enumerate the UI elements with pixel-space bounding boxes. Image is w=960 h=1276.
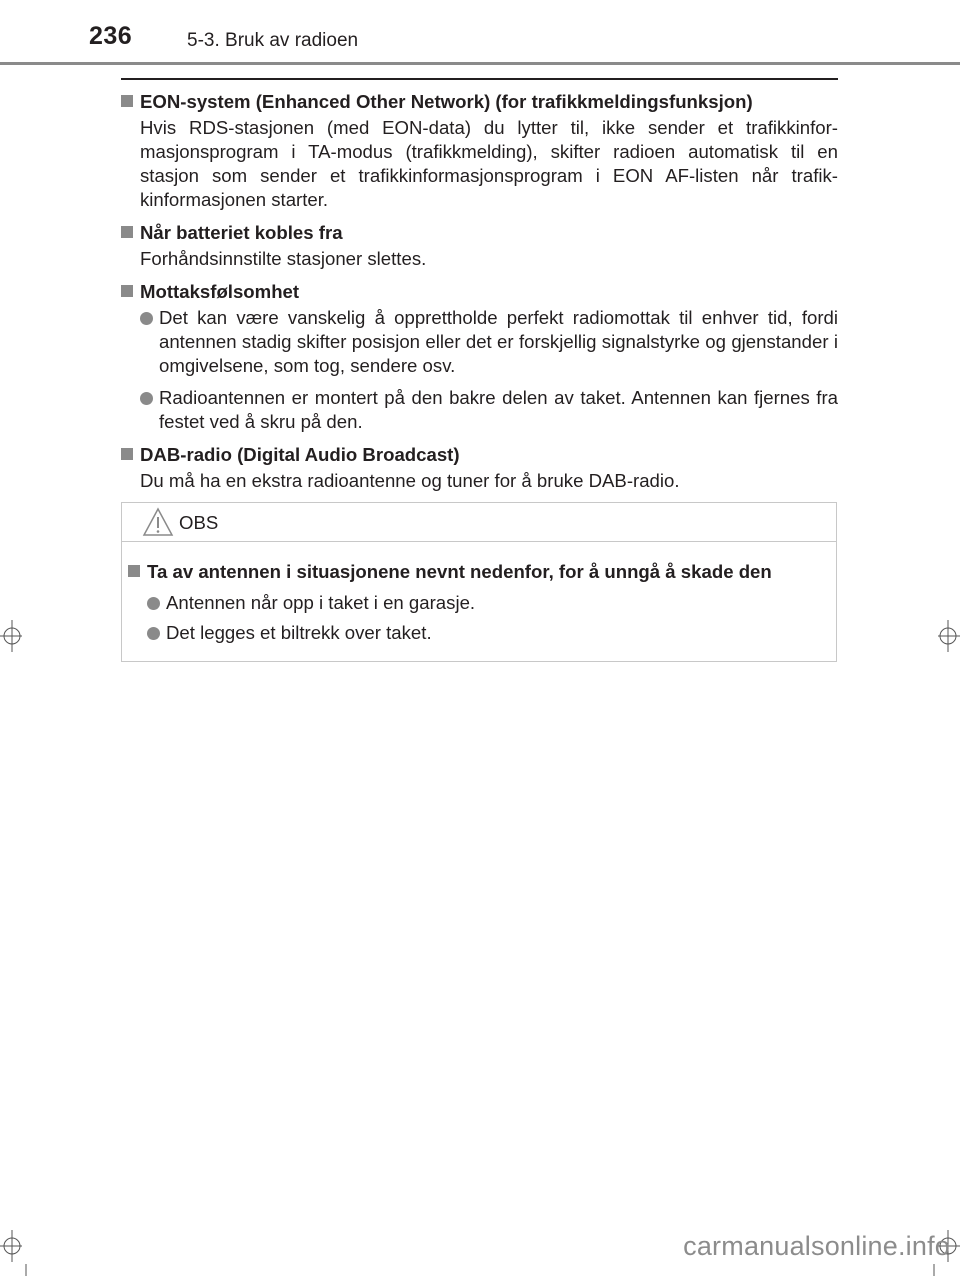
round-bullet-icon xyxy=(140,312,153,325)
list-item: Det kan være vanskelig å opprettholde perfekt radiomottak til enhver tid, fordi antennen stadig skifter posisjon eller det er forskjellig signalstyrke og gjenstander i omgivelsene, som tog, sendere osv. xyxy=(121,306,838,378)
notice-heading: Ta av antennen i situasjonene nevnt nedenfor, for å unngå å skade den xyxy=(128,559,834,585)
square-bullet-icon xyxy=(128,565,140,577)
section-heading: EON-system (Enhanced Other Network) (for trafikkmeldingsfunksjon) xyxy=(121,89,838,115)
list-item: Det legges et biltrekk over taket. xyxy=(128,621,834,645)
section-heading: Når batteriet kobles fra xyxy=(121,220,838,246)
page-number: 236 xyxy=(89,22,133,50)
round-bullet-icon xyxy=(140,392,153,405)
header-rule xyxy=(0,62,960,65)
watermark: carmanualsonline.info xyxy=(683,1231,950,1261)
warning-triangle-icon xyxy=(142,507,174,537)
notice-header xyxy=(122,503,836,542)
square-bullet-icon xyxy=(121,226,133,238)
main-content xyxy=(121,89,838,501)
round-bullet-icon xyxy=(147,597,160,610)
square-bullet-icon xyxy=(121,448,133,460)
list-item: Antennen når opp i taket i en garasje. xyxy=(128,591,834,615)
square-bullet-icon xyxy=(121,285,133,297)
section-heading: Mottaksfølsomhet xyxy=(121,279,838,305)
notice-box xyxy=(121,502,837,662)
section-text: Forhåndsinnstilte stasjoner slettes. xyxy=(140,248,427,269)
section-text: Hvis RDS-stasjonen (med EON-data) du lytter til, ikke sender et trafikkinformasjonsprogram i TA-modus (trafikkmelding), skifter radioen automatisk til en stasjon som sender et trafikkinformasjonsprogram i EON AF-listen når trafikkinformasjonen starter. xyxy=(140,117,838,210)
notice-label: OBS xyxy=(179,512,219,533)
notice-body xyxy=(128,559,834,651)
page-header xyxy=(0,0,960,64)
round-bullet-icon xyxy=(147,627,160,640)
square-bullet-icon xyxy=(121,95,133,107)
section-text: Du må ha en ekstra radioantenne og tuner for å bruke DAB-radio. xyxy=(140,470,680,491)
section-title: 5-3. Bruk av radioen xyxy=(187,30,359,51)
list-item: Radioantennen er montert på den bakre delen av taket. Antennen kan fjernes fra festet ved å skru på den. xyxy=(121,386,838,434)
content-top-rule xyxy=(121,78,838,80)
section-heading: DAB-radio (Digital Audio Broadcast) xyxy=(121,442,838,468)
